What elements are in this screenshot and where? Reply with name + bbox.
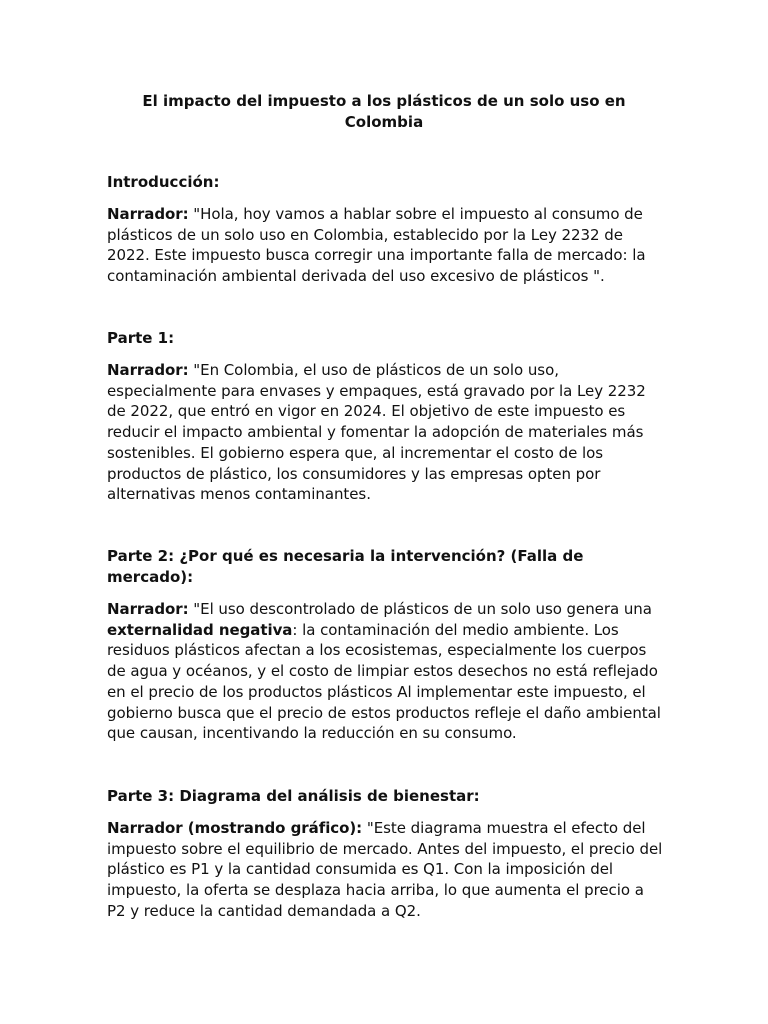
section-heading: Parte 2: ¿Por qué es necesaria la intervención? (Falla de mercado): — [107, 547, 584, 586]
section-parte-3 — [107, 786, 667, 922]
section-heading: Introducción: — [107, 173, 220, 191]
section-paragraph — [107, 360, 667, 505]
speaker-label: Narrador: — [107, 600, 189, 618]
speaker-label: Narrador: — [107, 361, 189, 379]
paragraph-text: "Hola, hoy vamos a hablar sobre el impuesto al consumo de plásticos de un solo uso en Colombia, establecido por la Ley 2232 de 2022. Este impuesto busca corregir una importante falla de mercado: la contaminación ambiental derivada del uso excesivo de plásticos ". — [107, 205, 646, 286]
document-title: El impacto del impuesto a los plásticos de un solo uso en Colombia — [142, 92, 626, 131]
paragraph-text-continued: : la contaminación del medio ambiente. Los residuos plásticos afectan a los ecosistemas, especialmente los cuerpos de agua y océanos, y el costo de limpiar estos desechos no está reflejado en el precio de los productos plásticos Al implementar este impuesto, el gobierno busca que el precio de estos productos refleje el daño ambiental que causan, incentivando la reducción en su consumo. — [107, 620, 661, 743]
paragraph-text: "El uso descontrolado de plásticos de un solo uso genera una — [188, 600, 652, 618]
section-paragraph — [107, 818, 667, 922]
speaker-label: Narrador (mostrando gráfico): — [107, 819, 363, 837]
section-parte-2 — [107, 546, 667, 744]
section-heading: Parte 1: — [107, 329, 175, 347]
section-heading: Parte 3: Diagrama del análisis de bienestar: — [107, 787, 480, 805]
section-parte-1 — [107, 328, 667, 505]
section-paragraph — [107, 204, 667, 287]
paragraph-text: "En Colombia, el uso de plásticos de un solo uso, especialmente para envases y empaques, está gravado por la Ley 2232 de 2022, que entró en vigor en 2024. El objetivo de este impuesto es reducir el impacto ambiental y fomentar la adopción de materiales más sostenibles. El gobierno espera que, al incrementar el costo de los productos de plástico, los consumidores y las empresas opten por alternativas menos contaminantes. — [107, 361, 646, 504]
paragraph-text: "Este diagrama muestra el efecto del impuesto sobre el equilibrio de mercado. Antes del impuesto, el precio del plástico es P1 y la cantidad consumida es Q1. Con la imposición del impuesto, la oferta se desplaza hacia arriba, lo que aumenta el precio a P2 y reduce la cantidad demandada a Q2. — [107, 819, 663, 920]
bold-term: externalidad negativa — [107, 620, 293, 639]
section-paragraph — [107, 599, 667, 744]
section-introduccion — [107, 172, 667, 287]
speaker-label: Narrador: — [107, 205, 189, 223]
